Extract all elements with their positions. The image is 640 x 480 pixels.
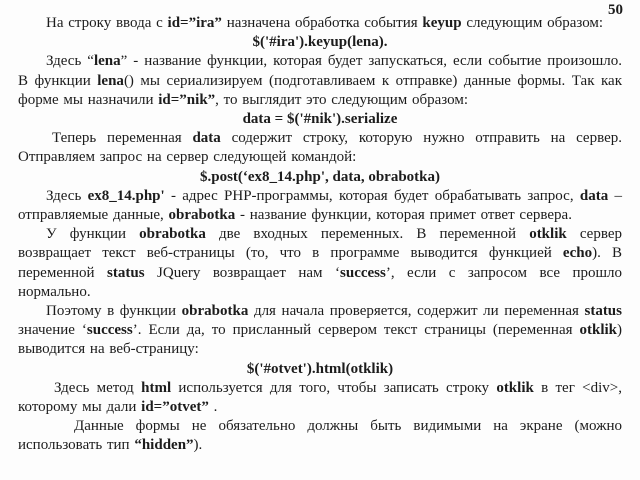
text: содержит строку, которую нужно отправить на сервер. Отправляем запрос на сервер следующей командой:: [18, 130, 622, 166]
text: назначена обработка события: [221, 15, 423, 31]
text: Данные формы не обязательно должны быть видимыми на экране (можно использовать тип: [18, 418, 622, 454]
code-line: [18, 110, 622, 129]
text: ) выводится на веб-страницу:: [18, 322, 622, 358]
bold-text: success: [86, 322, 133, 339]
bold-text: data: [192, 130, 221, 147]
bold-text: html: [141, 379, 172, 396]
page-number: 50: [608, 2, 623, 18]
bold-text: data: [579, 187, 609, 204]
bold-text: keyup: [422, 15, 462, 31]
bold-text: $('#otvet').html(otklik): [246, 360, 394, 377]
bold-text: $.post(‘ex8_14.php', data, obrabotka): [199, 168, 441, 185]
text: Здесь: [46, 187, 88, 204]
paragraph: [18, 14, 622, 33]
text: У функции: [46, 226, 140, 243]
text: .: [208, 399, 218, 416]
bold-text: data = $('#nik').serialize: [242, 111, 398, 128]
page-content: [18, 14, 622, 456]
text: - адрес PHP-программы, которая будет обрабатывать запрос,: [164, 187, 580, 204]
text: На строку ввода с: [46, 15, 168, 31]
code-line: [18, 360, 622, 379]
bold-text: obrabotka: [181, 303, 249, 320]
paragraph: [18, 379, 622, 417]
bold-text: otklik: [529, 226, 567, 243]
text: в тег <div>, которому мы дали: [18, 379, 622, 416]
bold-text: id=”nik”: [158, 91, 216, 108]
bold-text: otklik: [496, 379, 534, 396]
text: , то выглядит это следующим образом:: [215, 91, 468, 108]
code-line: [18, 33, 622, 52]
bold-text: lena: [93, 53, 121, 70]
bold-text: id=”ira”: [167, 15, 222, 31]
text: для начала проверяется, содержит ли переменная: [248, 303, 585, 320]
bold-text: ex8_14.php': [87, 187, 165, 204]
text: () мы сериализируем (подготавливаем к отправке) данные формы. Так как форме мы назначили: [18, 72, 622, 108]
bold-text: $('#ira').keyup(lena).: [252, 34, 388, 51]
paragraph: [18, 417, 622, 455]
paragraph: [18, 52, 622, 110]
text: Здесь метод: [54, 379, 142, 396]
bold-text: otklik: [579, 322, 617, 339]
text: ” - название функции, которая будет запускаться, если событие произошло. В функции: [18, 53, 622, 89]
bold-text: status: [584, 303, 622, 320]
bold-text: echo: [562, 245, 593, 262]
text: две входных переменных. В переменной: [205, 226, 530, 243]
bold-text: success: [340, 264, 386, 281]
text: ). В переменной: [18, 245, 622, 281]
bold-text: status: [107, 264, 145, 281]
bold-text: obrabotka: [168, 207, 236, 224]
text: следующим образом:: [461, 15, 604, 31]
text: JQuery возвращает нам ‘: [144, 264, 341, 281]
paragraph: [18, 129, 622, 167]
text: Здесь “: [46, 53, 94, 70]
text: Теперь переменная: [52, 130, 193, 147]
text: ’. Если да, то присланный сервером текст страницы (переменная: [132, 322, 580, 339]
paragraph: [18, 225, 622, 302]
text: ).: [193, 437, 203, 454]
paragraph: [18, 302, 622, 360]
paragraph: [18, 187, 622, 225]
text: ’, если с запросом все прошло нормально.: [18, 264, 623, 300]
code-line: [18, 168, 622, 187]
text: Поэтому в функции: [46, 303, 182, 320]
bold-text: lena: [97, 72, 124, 89]
text: используется для того, чтобы записать строку: [171, 379, 497, 396]
bold-text: “hidden”: [134, 437, 194, 454]
bold-text: id=”otvet”: [141, 399, 209, 416]
text: - название функции, которая примет ответ сервера.: [235, 207, 572, 224]
text: значение ‘: [18, 322, 87, 339]
text: сервер возвращает текст веб-страницы (то, что в программе выводится функцией: [18, 226, 622, 262]
bold-text: obrabotka: [139, 226, 206, 243]
text: – отправляемые данные,: [18, 187, 622, 224]
